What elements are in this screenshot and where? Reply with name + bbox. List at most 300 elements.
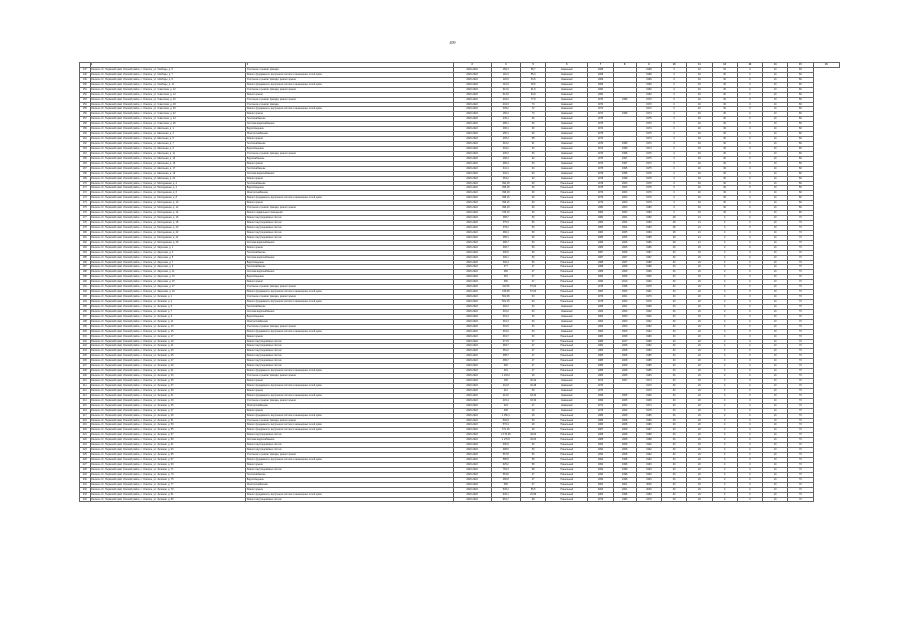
- table-cell: 0: [737, 97, 762, 102]
- table-cell: Ремонт крыши: [246, 112, 453, 117]
- table-cell: 20: [687, 304, 712, 309]
- table-cell: 1996: [588, 393, 613, 398]
- table-cell: Каменный: [546, 137, 588, 142]
- table-cell: Система водоснабжения: [246, 438, 453, 443]
- table-cell: Уинское с/п, Пермский край, Уинский район, с. Уинское, ул. Советская, д. 14: [90, 92, 246, 97]
- table-cell: 155: [80, 107, 91, 112]
- table-cell: 175: [80, 206, 91, 211]
- table-cell: 1986: [636, 418, 661, 423]
- table-cell: 80: [788, 191, 813, 196]
- table-cell: 392,3: [491, 304, 520, 309]
- table-cell: Уинское с/п, Пермский край, Уинский район, с. Уинское, ул. Зелёная, д. 3: [90, 300, 246, 305]
- table-cell: 398,16: [491, 196, 520, 201]
- table-cell: Утепление и ремонт фасада, ремонт крыши: [246, 295, 453, 300]
- table-cell: 0: [662, 146, 687, 151]
- table-cell: Уинское с/п, Пермский край, Уинский район, с. Уинское, ул. Советская, д. 24: [90, 117, 246, 122]
- table-cell: 20: [687, 413, 712, 418]
- table-cell: 0: [737, 122, 762, 127]
- table-cell: 2020-2022: [453, 453, 491, 458]
- table-cell: 1969: [588, 77, 613, 82]
- table-cell: 207: [80, 364, 91, 369]
- table-cell: 2020-2022: [453, 319, 491, 324]
- table-cell: Ремонт крыши: [246, 92, 453, 97]
- table-cell: Уинское с/п, Пермский край, Уинский район, с. Уинское, ул. Зелёная, д. 75: [90, 477, 246, 482]
- table-cell: 1980: [636, 206, 661, 211]
- table-cell: 63: [521, 324, 546, 329]
- table-cell: 1998: [613, 97, 636, 102]
- table-cell: 2008: [613, 433, 636, 438]
- table-cell: 1993: [588, 462, 613, 467]
- table-cell: 2004: [613, 221, 636, 226]
- table-cell: 30: [662, 280, 687, 285]
- table-cell: 1979: [636, 196, 661, 201]
- table-cell: 0: [737, 492, 762, 497]
- table-cell: 1987: [588, 255, 613, 260]
- table-cell: 10: [763, 142, 788, 147]
- table-cell: 0: [662, 122, 687, 127]
- table-cell: 1984: [588, 230, 613, 235]
- table-cell: 1981: [636, 290, 661, 295]
- table-cell: 0: [737, 359, 762, 364]
- table-cell: 40: [687, 211, 712, 216]
- table-cell: 2020-2022: [453, 275, 491, 280]
- table-cell: 2003: [613, 181, 636, 186]
- table-cell: 80: [788, 82, 813, 87]
- table-cell: Утепление и ремонт фасада, ремонт крыши: [246, 418, 453, 423]
- table-cell: 10: [763, 462, 788, 467]
- table-cell: 1986: [588, 423, 613, 428]
- table-cell: 40: [687, 176, 712, 181]
- table-cell: 218: [80, 418, 91, 423]
- table-cell: 201: [80, 334, 91, 339]
- table-cell: 390,9: [491, 443, 520, 448]
- table-cell: 0: [737, 280, 762, 285]
- table-cell: 570,4: [491, 423, 520, 428]
- table-cell: 2020-2022: [453, 245, 491, 250]
- table-cell: 0: [712, 453, 737, 458]
- table-cell: 2020-2022: [453, 443, 491, 448]
- table-cell: 10: [763, 186, 788, 191]
- table-cell: Уинское с/п, Пермский край, Уинский район, с. Уинское, ул. Зелёная, д. 11: [90, 319, 246, 324]
- table-cell: 2008: [613, 438, 636, 443]
- table-cell: 2020-2022: [453, 211, 491, 216]
- table-cell: 20: [687, 334, 712, 339]
- table-cell: 390,18: [491, 181, 520, 186]
- table-cell: 1987: [636, 428, 661, 433]
- column-header: 9: [636, 63, 661, 68]
- table-cell: 1989: [636, 270, 661, 275]
- table-cell: 0: [712, 433, 737, 438]
- table-cell: 30: [662, 443, 687, 448]
- table-cell: 1972: [636, 107, 661, 112]
- table-cell: 179: [80, 225, 91, 230]
- table-cell: Ремонт внутридомовых систем: [246, 221, 453, 226]
- table-cell: 0: [737, 497, 762, 502]
- table-cell: 30: [712, 92, 737, 97]
- table-cell: 120,6: [491, 77, 520, 82]
- table-cell: 2008: [613, 344, 636, 349]
- table-cell: 0: [712, 295, 737, 300]
- table-cell: 2020-2022: [453, 448, 491, 453]
- table-cell: Ремонт внутридомовых систем: [246, 448, 453, 453]
- table-cell: 47: [521, 270, 546, 275]
- table-cell: Панельный: [546, 255, 588, 260]
- table-cell: 10: [763, 151, 788, 156]
- table-cell: 0: [737, 146, 762, 151]
- table-cell: 30: [662, 497, 687, 502]
- table-cell: 1 176,8: [491, 438, 520, 443]
- table-cell: 40: [687, 72, 712, 77]
- table-cell: 2008: [613, 349, 636, 354]
- table-cell: 70: [788, 260, 813, 265]
- table-cell: 0: [662, 196, 687, 201]
- table-cell: 2020-2022: [453, 398, 491, 403]
- table-cell: 2007: [613, 255, 636, 260]
- table-cell: Каменный: [546, 166, 588, 171]
- column-header: 8: [613, 63, 636, 68]
- table-cell: 2000: [588, 487, 613, 492]
- table-cell: 10: [763, 181, 788, 186]
- table-cell: 65,7: [521, 67, 546, 72]
- table-cell: 2010: [613, 280, 636, 285]
- table-cell: 10: [763, 438, 788, 443]
- table-cell: 49: [521, 413, 546, 418]
- table-cell: 1992: [588, 443, 613, 448]
- table-cell: Водоснабжение: [246, 156, 453, 161]
- table-cell: 177: [80, 216, 91, 221]
- table-cell: 70: [788, 482, 813, 487]
- table-cell: 50: [521, 453, 546, 458]
- table-cell: 49: [521, 374, 546, 379]
- table-cell: 1974: [636, 112, 661, 117]
- table-cell: Каменный: [546, 161, 588, 166]
- table-cell: 20: [687, 433, 712, 438]
- table-cell: 0: [712, 472, 737, 477]
- table-cell: 20: [687, 472, 712, 477]
- table-cell: 20: [687, 329, 712, 334]
- table-cell: 0: [737, 82, 762, 87]
- table-cell: 1984: [636, 230, 661, 235]
- table-cell: 20: [687, 344, 712, 349]
- table-cell: 205: [80, 354, 91, 359]
- table-cell: 1970: [588, 102, 613, 107]
- table-cell: Ремонт внутридомовых систем: [246, 467, 453, 472]
- table-cell: 110,9: [491, 82, 520, 87]
- table-cell: 10: [763, 191, 788, 196]
- table-cell: 70: [788, 408, 813, 413]
- table-cell: 545,4: [491, 487, 520, 492]
- table-cell: 30: [662, 304, 687, 309]
- table-cell: 0: [737, 383, 762, 388]
- table-cell: 10: [763, 443, 788, 448]
- table-cell: Панельный: [546, 221, 588, 226]
- table-cell: 1979: [588, 295, 613, 300]
- table-cell: 50: [521, 443, 546, 448]
- table-cell: 21: [687, 225, 712, 230]
- table-cell: 10: [763, 240, 788, 245]
- table-cell: 2004: [613, 216, 636, 221]
- table-cell: Система водоснабжения: [246, 122, 453, 127]
- table-cell: Каменный: [546, 87, 588, 92]
- table-cell: 2020-2022: [453, 122, 491, 127]
- table-cell: 10: [763, 132, 788, 137]
- table-cell: 2000: [588, 482, 613, 487]
- table-cell: 0: [737, 72, 762, 77]
- table-cell: Каменный: [546, 82, 588, 87]
- table-cell: 30: [712, 156, 737, 161]
- table-cell: Панельный: [546, 462, 588, 467]
- table-cell: 211,8: [491, 383, 520, 388]
- table-cell: 164: [80, 151, 91, 156]
- table-cell: 149: [80, 77, 91, 82]
- table-cell: 80: [788, 211, 813, 216]
- table-cell: 21: [687, 235, 712, 240]
- table-cell: 200: [80, 329, 91, 334]
- table-cell: 2005: [613, 393, 636, 398]
- table-cell: Уинское с/п, Пермский край, Уинский район, с. Уинское, ул. Зелёная, д. 77: [90, 482, 246, 487]
- table-cell: 60: [521, 201, 546, 206]
- table-cell: Уинское с/п, Пермский край, Уинский район, с. Уинское, ул. Свободы, д. 9: [90, 77, 246, 82]
- table-cell: 80: [788, 206, 813, 211]
- table-cell: 63: [521, 304, 546, 309]
- table-cell: 1993: [636, 467, 661, 472]
- table-cell: 10: [763, 482, 788, 487]
- table-cell: 1976: [636, 151, 661, 156]
- table-cell: 30: [662, 260, 687, 265]
- table-cell: 354,2: [491, 176, 520, 181]
- table-cell: 20: [687, 418, 712, 423]
- table-cell: 2001: [613, 304, 636, 309]
- table-cell: 70: [788, 477, 813, 482]
- table-cell: 194: [80, 300, 91, 305]
- table-cell: 0: [737, 438, 762, 443]
- table-cell: 60: [521, 132, 546, 137]
- table-cell: 20: [687, 497, 712, 502]
- table-cell: 187: [80, 265, 91, 270]
- table-cell: 50: [521, 230, 546, 235]
- table-cell: Панельный: [546, 211, 588, 216]
- table-cell: 57,03: [521, 285, 546, 290]
- table-cell: 2005: [613, 235, 636, 240]
- table-cell: 20: [687, 379, 712, 384]
- table-cell: 226: [80, 458, 91, 463]
- table-cell: Система водоснабжения: [246, 171, 453, 176]
- table-cell: 30: [712, 112, 737, 117]
- table-cell: Электроснабжение: [246, 191, 453, 196]
- table-cell: 1978: [588, 176, 613, 181]
- table-cell: 2009: [613, 270, 636, 275]
- table-cell: 30: [662, 255, 687, 260]
- table-cell: 154: [80, 102, 91, 107]
- table-cell: 0: [737, 206, 762, 211]
- table-cell: 0: [662, 166, 687, 171]
- table-cell: Панельный: [546, 265, 588, 270]
- table-cell: Каменный: [546, 388, 588, 393]
- table-cell: 40: [687, 117, 712, 122]
- table-cell: Ремонт внутридомовых систем: [246, 359, 453, 364]
- table-cell: 1975: [636, 156, 661, 161]
- table-cell: Панельный: [546, 448, 588, 453]
- table-cell: 30: [662, 265, 687, 270]
- table-cell: Каменный: [546, 112, 588, 117]
- table-cell: 316,2: [491, 142, 520, 147]
- table-cell: 70: [788, 255, 813, 260]
- table-cell: 10: [763, 290, 788, 295]
- table-cell: 1990: [636, 280, 661, 285]
- table-cell: 304,2: [491, 146, 520, 151]
- table-cell: Панельный: [546, 467, 588, 472]
- table-cell: 1992: [636, 453, 661, 458]
- table-cell: 58: [521, 462, 546, 467]
- table-cell: 30: [662, 413, 687, 418]
- table-cell: 2020-2022: [453, 467, 491, 472]
- table-cell: 70: [788, 398, 813, 403]
- table-cell: 0: [662, 176, 687, 181]
- table-cell: Водоотведение: [246, 477, 453, 482]
- table-cell: 0: [737, 275, 762, 280]
- table-cell: Каменный: [546, 127, 588, 132]
- table-cell: 286,1: [491, 122, 520, 127]
- table-cell: 1970: [588, 142, 613, 147]
- table-cell: 30: [712, 107, 737, 112]
- table-cell: Панельный: [546, 349, 588, 354]
- table-cell: Утепление и ремонт фасада, ремонт крыши: [246, 453, 453, 458]
- table-cell: 63: [521, 171, 546, 176]
- table-cell: 0: [712, 309, 737, 314]
- table-cell: 159: [80, 127, 91, 132]
- table-cell: 1962: [588, 314, 613, 319]
- table-cell: 391,3: [491, 314, 520, 319]
- table-cell: 40: [687, 102, 712, 107]
- table-cell: 390: [491, 280, 520, 285]
- table-cell: 20: [687, 319, 712, 324]
- table-cell: 1978: [588, 300, 613, 305]
- table-cell: 80: [788, 137, 813, 142]
- table-cell: Панельный: [546, 206, 588, 211]
- table-cell: 1974: [636, 146, 661, 151]
- table-cell: 411,56: [491, 285, 520, 290]
- table-cell: 1983: [636, 225, 661, 230]
- table-cell: Теплоснабжение: [246, 304, 453, 309]
- table-cell: 0: [737, 290, 762, 295]
- column-header: 10: [662, 63, 687, 68]
- table-cell: 20: [687, 428, 712, 433]
- table-cell: 0: [662, 107, 687, 112]
- table-cell: 1985: [636, 235, 661, 240]
- table-cell: 40,42: [521, 379, 546, 384]
- table-cell: 1978: [588, 171, 613, 176]
- table-cell: 30: [662, 349, 687, 354]
- table-cell: 196: [80, 309, 91, 314]
- table-cell: 0: [737, 245, 762, 250]
- table-cell: 388,7: [491, 354, 520, 359]
- table-cell: 196: [491, 379, 520, 384]
- table-cell: Уинское с/п, Пермский край, Уинский район, с. Уинское, ул. Зелёная, д. 1: [90, 295, 246, 300]
- table-cell: 1978: [588, 186, 613, 191]
- table-cell: Уинское с/п, Пермский край, Уинский район, с. Уинское, ул. Зелёная, д. 71: [90, 467, 246, 472]
- table-cell: 2020-2022: [453, 497, 491, 502]
- table-cell: Каменный: [546, 393, 588, 398]
- table-cell: Уинское с/п, Пермский край, Уинский район, с. Уинское, ул. Зелёная, д. 61: [90, 443, 246, 448]
- table-cell: 0: [712, 393, 737, 398]
- table-cell: Уинское с/п, Пермский край, Уинский район, с. Уинское, ул. Заречная, д. 3: [90, 250, 246, 255]
- table-cell: 70: [788, 319, 813, 324]
- table-cell: 0: [662, 82, 687, 87]
- table-cell: 375,3: [491, 221, 520, 226]
- table-cell: 10: [763, 418, 788, 423]
- table-cell: 1973: [636, 137, 661, 142]
- table-cell: 80: [788, 97, 813, 102]
- table-cell: Уинское с/п, Пермский край, Уинский район, с. Уинское, ул. Школьная, д. 9: [90, 146, 246, 151]
- table-cell: 20: [687, 339, 712, 344]
- table-cell: 1976: [588, 151, 613, 156]
- table-cell: 1978: [636, 408, 661, 413]
- table-cell: 2020-2022: [453, 423, 491, 428]
- table-cell: 0: [737, 137, 762, 142]
- table-cell: Ремонт внутридомовых систем: [246, 364, 453, 369]
- table-cell: 0: [737, 354, 762, 359]
- table-cell: 1993: [636, 477, 661, 482]
- table-cell: 20: [687, 477, 712, 482]
- table-cell: 224: [80, 448, 91, 453]
- column-header: 3: [453, 63, 491, 68]
- table-cell: Каменный: [546, 398, 588, 403]
- table-cell: Каменный: [546, 132, 588, 137]
- table-cell: 10: [763, 423, 788, 428]
- table-cell: 1975: [636, 117, 661, 122]
- table-cell: 1983: [588, 349, 613, 354]
- table-cell: 54,8: [521, 77, 546, 82]
- table-cell: Уинское с/п, Пермский край, Уинский район, с. Уинское, ул. Молодежная, д. 26: [90, 240, 246, 245]
- table-cell: 148: [80, 72, 91, 77]
- table-cell: Уинское с/п, Пермский край, Уинский район, с. Уинское, ул. Зелёная, д. 39: [90, 388, 246, 393]
- table-cell: 2020-2022: [453, 344, 491, 349]
- table-cell: 0: [712, 364, 737, 369]
- table-cell: 40: [687, 171, 712, 176]
- table-cell: Каменный: [546, 171, 588, 176]
- table-cell: 2008: [613, 423, 636, 428]
- table-cell: 40: [687, 107, 712, 112]
- column-header: 12: [712, 63, 737, 68]
- table-cell: Уинское с/п, Пермский край, Уинский район, с. Уинское, ул. Заречная, д. 17: [90, 285, 246, 290]
- table-cell: Уинское с/п, Пермский край, Уинский район, с. Уинское, ул. Молодежная, д. 2: [90, 181, 246, 186]
- table-cell: 1992: [588, 458, 613, 463]
- table-cell: 10: [763, 122, 788, 127]
- table-cell: 10: [763, 206, 788, 211]
- table-cell: 2020-2022: [453, 107, 491, 112]
- table-cell: 70: [788, 304, 813, 309]
- table-cell: Панельный: [546, 433, 588, 438]
- table-cell: 0: [737, 151, 762, 156]
- table-cell: 70: [788, 245, 813, 250]
- table-cell: 212: [491, 388, 520, 393]
- table-cell: 1983: [588, 221, 613, 226]
- table-cell: 56,5: [521, 487, 546, 492]
- table-cell: 1974: [588, 146, 613, 151]
- table-cell: 40: [687, 191, 712, 196]
- table-cell: 233: [80, 492, 91, 497]
- table-cell: 1993: [588, 472, 613, 477]
- table-cell: 20: [687, 270, 712, 275]
- table-cell: 47: [521, 359, 546, 364]
- table-cell: 80: [788, 107, 813, 112]
- table-cell: Панельный: [546, 295, 588, 300]
- table-cell: 20: [687, 300, 712, 305]
- table-cell: Уинское с/п, Пермский край, Уинский район, с. Уинское, ул. Советская, д. 16: [90, 97, 246, 102]
- table-cell: 1981: [588, 290, 613, 295]
- table-cell: 10: [763, 354, 788, 359]
- table-cell: 2020-2022: [453, 428, 491, 433]
